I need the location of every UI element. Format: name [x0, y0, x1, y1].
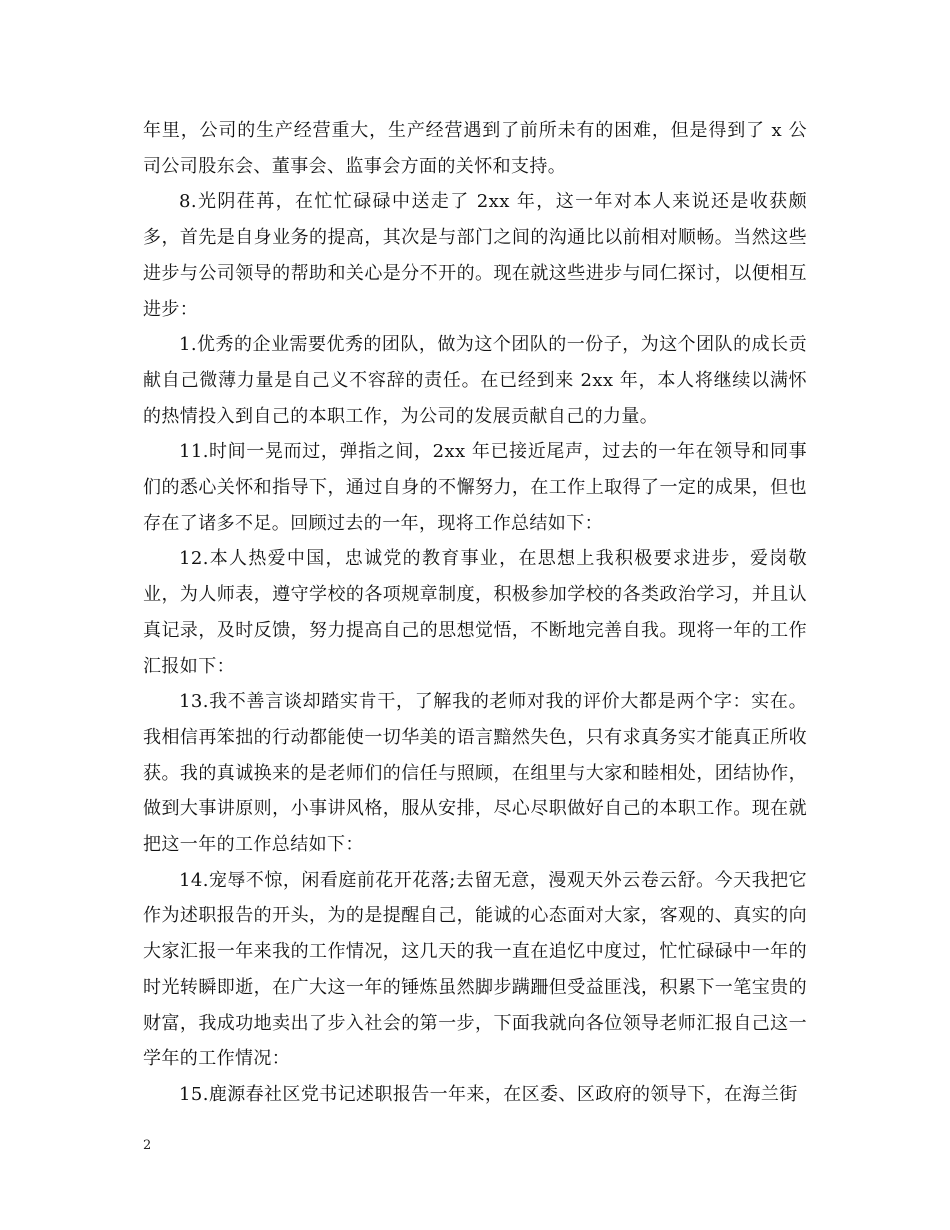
document-body — [143, 113, 807, 1113]
paragraph-15: 15.鹿源春社区党书记述职报告一年来，在区委、区政府的领导下，在海兰街 — [179, 1083, 798, 1105]
page-number: 2 — [143, 1138, 152, 1153]
paragraph-continued: 年里，公司的生产经营重大，生产经营遇到了前所未有的困难，但是得到了 x 公司公司股东会、董事会、监事会方面的关怀和支持。 — [143, 120, 807, 177]
paragraph-8: 8.光阴荏苒，在忙忙碌碌中送走了 2xx 年，这一年对本人来说还是收获颇多，首先是自身业务的提高，其次是与部门之间的沟通比以前相对顺畅。当然这些进步与公司领导的帮助和关心是分不开的。现在就这些进步与同仁探讨，以便相互进步： — [143, 191, 807, 320]
paragraph-13: 13.我不善言谈却踏实肯干，了解我的老师对我的评价大都是两个字：实在。我相信再笨拙的行动都能使一切华美的语言黯然失色，只有求真务实才能真正所收获。我的真诚换来的是老师们的信任与照顾，在组里与大家和睦相处，团结协作，做到大事讲原则，小事讲风格，服从安排，尽心尽职做好自己的本职工作。现在就把这一年的工作总结如下： — [143, 691, 807, 856]
paragraph-14: 14.宠辱不惊，闲看庭前花开花落;去留无意，漫观天外云卷云舒。今天我把它作为述职报告的开头，为的是提醒自己，能诚的心态面对大家，客观的、真实的向大家汇报一年来我的工作情况，这几天的我一直在追忆中度过，忙忙碌碌中一年的时光转瞬即逝，在广大这一年的锤炼虽然脚步蹒跚但受益匪浅，积累下一笔宝贵的财富，我成功地卖出了步入社会的第一步，下面我就向各位领导老师汇报自己这一学年的工作情况： — [143, 869, 807, 1070]
paragraph-1: 1.优秀的企业需要优秀的团队，做为这个团队的一份子，为这个团队的成长贡献自己微薄力量是自己义不容辞的责任。在已经到来 2xx 年，本人将继续以满怀的热情投入到自己的本职工作，为公司的发展贡献自己的力量。 — [143, 334, 807, 427]
paragraph-12: 12.本人热爱中国，忠诚党的教育事业，在思想上我积极要求进步，爱岗敬业，为人师表，遵守学校的各项规章制度，积极参加学校的各类政治学习，并且认真记录，及时反馈，努力提高自己的思想觉悟，不断地完善自我。现将一年的工作汇报如下： — [143, 548, 807, 677]
paragraph-11: 11.时间一晃而过，弹指之间，2xx 年已接近尾声，过去的一年在领导和同事们的悉心关怀和指导下，通过自身的不懈努力，在工作上取得了一定的成果，但也存在了诸多不足。回顾过去的一年，现将工作总结如下： — [143, 441, 807, 534]
